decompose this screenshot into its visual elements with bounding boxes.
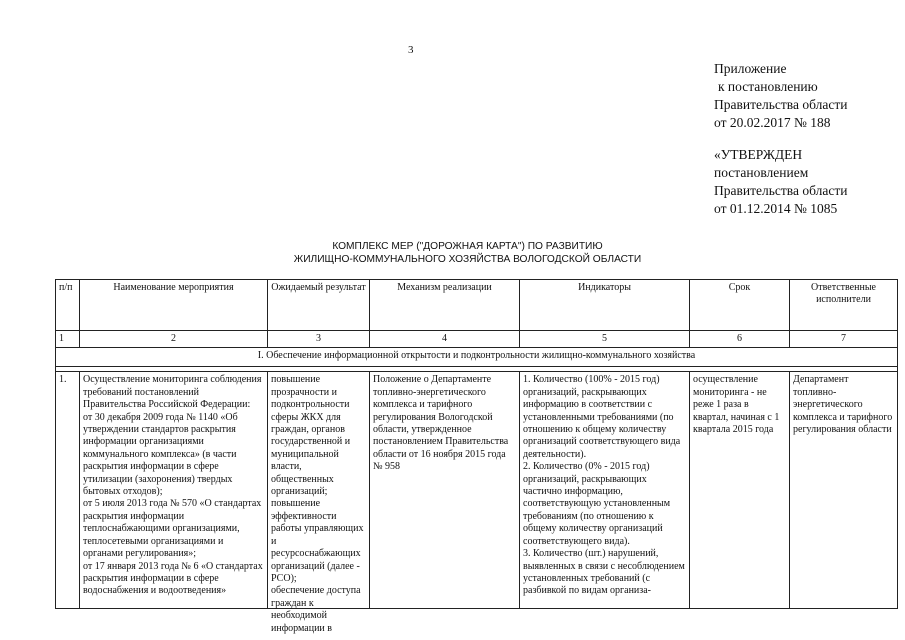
row-result: повышение прозрачности и подконтрольности сферы ЖКХ для граждан, органов государственной и муниципальной власти, общественных организаций; повышение эффективности работы управляющих и ресурсоснабжающих организаций (далее - РСО); обеспечение доступа граждан к необходимой информации в [271, 374, 364, 634]
row-name-cell [80, 372, 268, 609]
approved-line: постановлением [714, 165, 809, 180]
header-cell-mechanism: Механизм реализации [370, 280, 520, 331]
approved-line: «УТВЕРЖДЕН [714, 147, 803, 162]
row-term-cell [690, 372, 790, 609]
column-number: 3 [268, 331, 370, 348]
header-cell-num: п/п [56, 280, 80, 331]
header-cell-responsible: Ответственные исполнители [790, 280, 898, 331]
header-cell-result: Ожидаемый результат [268, 280, 370, 331]
document-title [0, 240, 905, 266]
appendix-block [714, 60, 847, 132]
row-number: 1. [56, 372, 80, 609]
section-row [56, 348, 898, 367]
row-term: осуществление мониторинга - не реже 1 раза в квартал, начиная с 1 квартала 2015 года [693, 374, 780, 436]
row-indicators: 1. Количество (100% - 2015 год) организаций, раскрывающих информацию в соответствии с установленными требованиями (по отношению к общему количеству организаций соответствующего вида деятельности). 2. Количество (0% - 2015 год) организаций, раскрывающих частично информацию, соответствующую установленным требованиям (по отношению к общему количеству организаций соответствующего вида). 3. Количество (шт.) нарушений, выявленных в связи с несоблюдением установленных требований (с разбивкой по видам организа- [523, 374, 685, 597]
header-cell-name: Наименование мероприятия [80, 280, 268, 331]
appendix-line: от 20.02.2017 № 188 [714, 115, 831, 130]
row-mechanism: Положение о Департаменте топливно-энергетического комплекса и тарифного регулирования Вологодской области, утвержденное постановлением Правительства области от 16 ноября 2015 года № 958 [373, 374, 509, 473]
column-number: 4 [370, 331, 520, 348]
row-indicators-cell [520, 372, 690, 609]
title-line-1: КОМПЛЕКС МЕР ("ДОРОЖНАЯ КАРТА") ПО РАЗВИТИЮ [332, 241, 603, 252]
page-number: 3 [408, 44, 414, 56]
appendix-line: Приложение [714, 61, 787, 76]
column-number: 2 [80, 331, 268, 348]
column-number: 6 [690, 331, 790, 348]
approved-line: Правительства области [714, 183, 848, 198]
roadmap-table [55, 279, 898, 634]
title-line-2: ЖИЛИЩНО-КОММУНАЛЬНОГО ХОЗЯЙСТВА ВОЛОГОДСКОЙ ОБЛАСТИ [293, 254, 642, 265]
row-responsible-cell [790, 372, 898, 609]
row-name: Осуществление мониторинга соблюдения требований постановлений Правительства Российской Федерации: от 30 декабря 2009 года № 1140 «Об утверждении стандартов раскрытия информации организациями коммунального комплекса» (в части раскрытия информации в сфере утилизации (захоронения) твердых бытовых отходов); от 5 июля 2013 года № 570 «О стандартах раскрытия информации теплоснабжающими организациями, теплосетевыми организациями и органами регулирования»; от 17 января 2013 года № 6 «О стандартах раскрытия информации в сфере водоснабжения и водоотведения» [83, 374, 263, 597]
appendix-line: к постановлению [718, 79, 818, 94]
column-number: 5 [520, 331, 690, 348]
header-cell-term: Срок [690, 280, 790, 331]
row-result-cell [268, 372, 370, 634]
section-title: I. Обеспечение информационной открытости и подконтрольности жилищно-коммунального хозяйства [56, 348, 898, 367]
table-row [56, 372, 898, 609]
row-responsible: Департамент топливно-энергетического комплекса и тарифного регулирования области [793, 374, 893, 436]
column-number: 1 [56, 331, 80, 348]
header-row [56, 280, 898, 331]
column-number-row [56, 331, 898, 348]
approved-block [714, 146, 847, 218]
column-number: 7 [790, 331, 898, 348]
approved-line: от 01.12.2014 № 1085 [714, 201, 838, 216]
header-cell-indicators: Индикаторы [520, 280, 690, 331]
row-mechanism-cell [370, 372, 520, 609]
appendix-line: Правительства области [714, 97, 848, 112]
